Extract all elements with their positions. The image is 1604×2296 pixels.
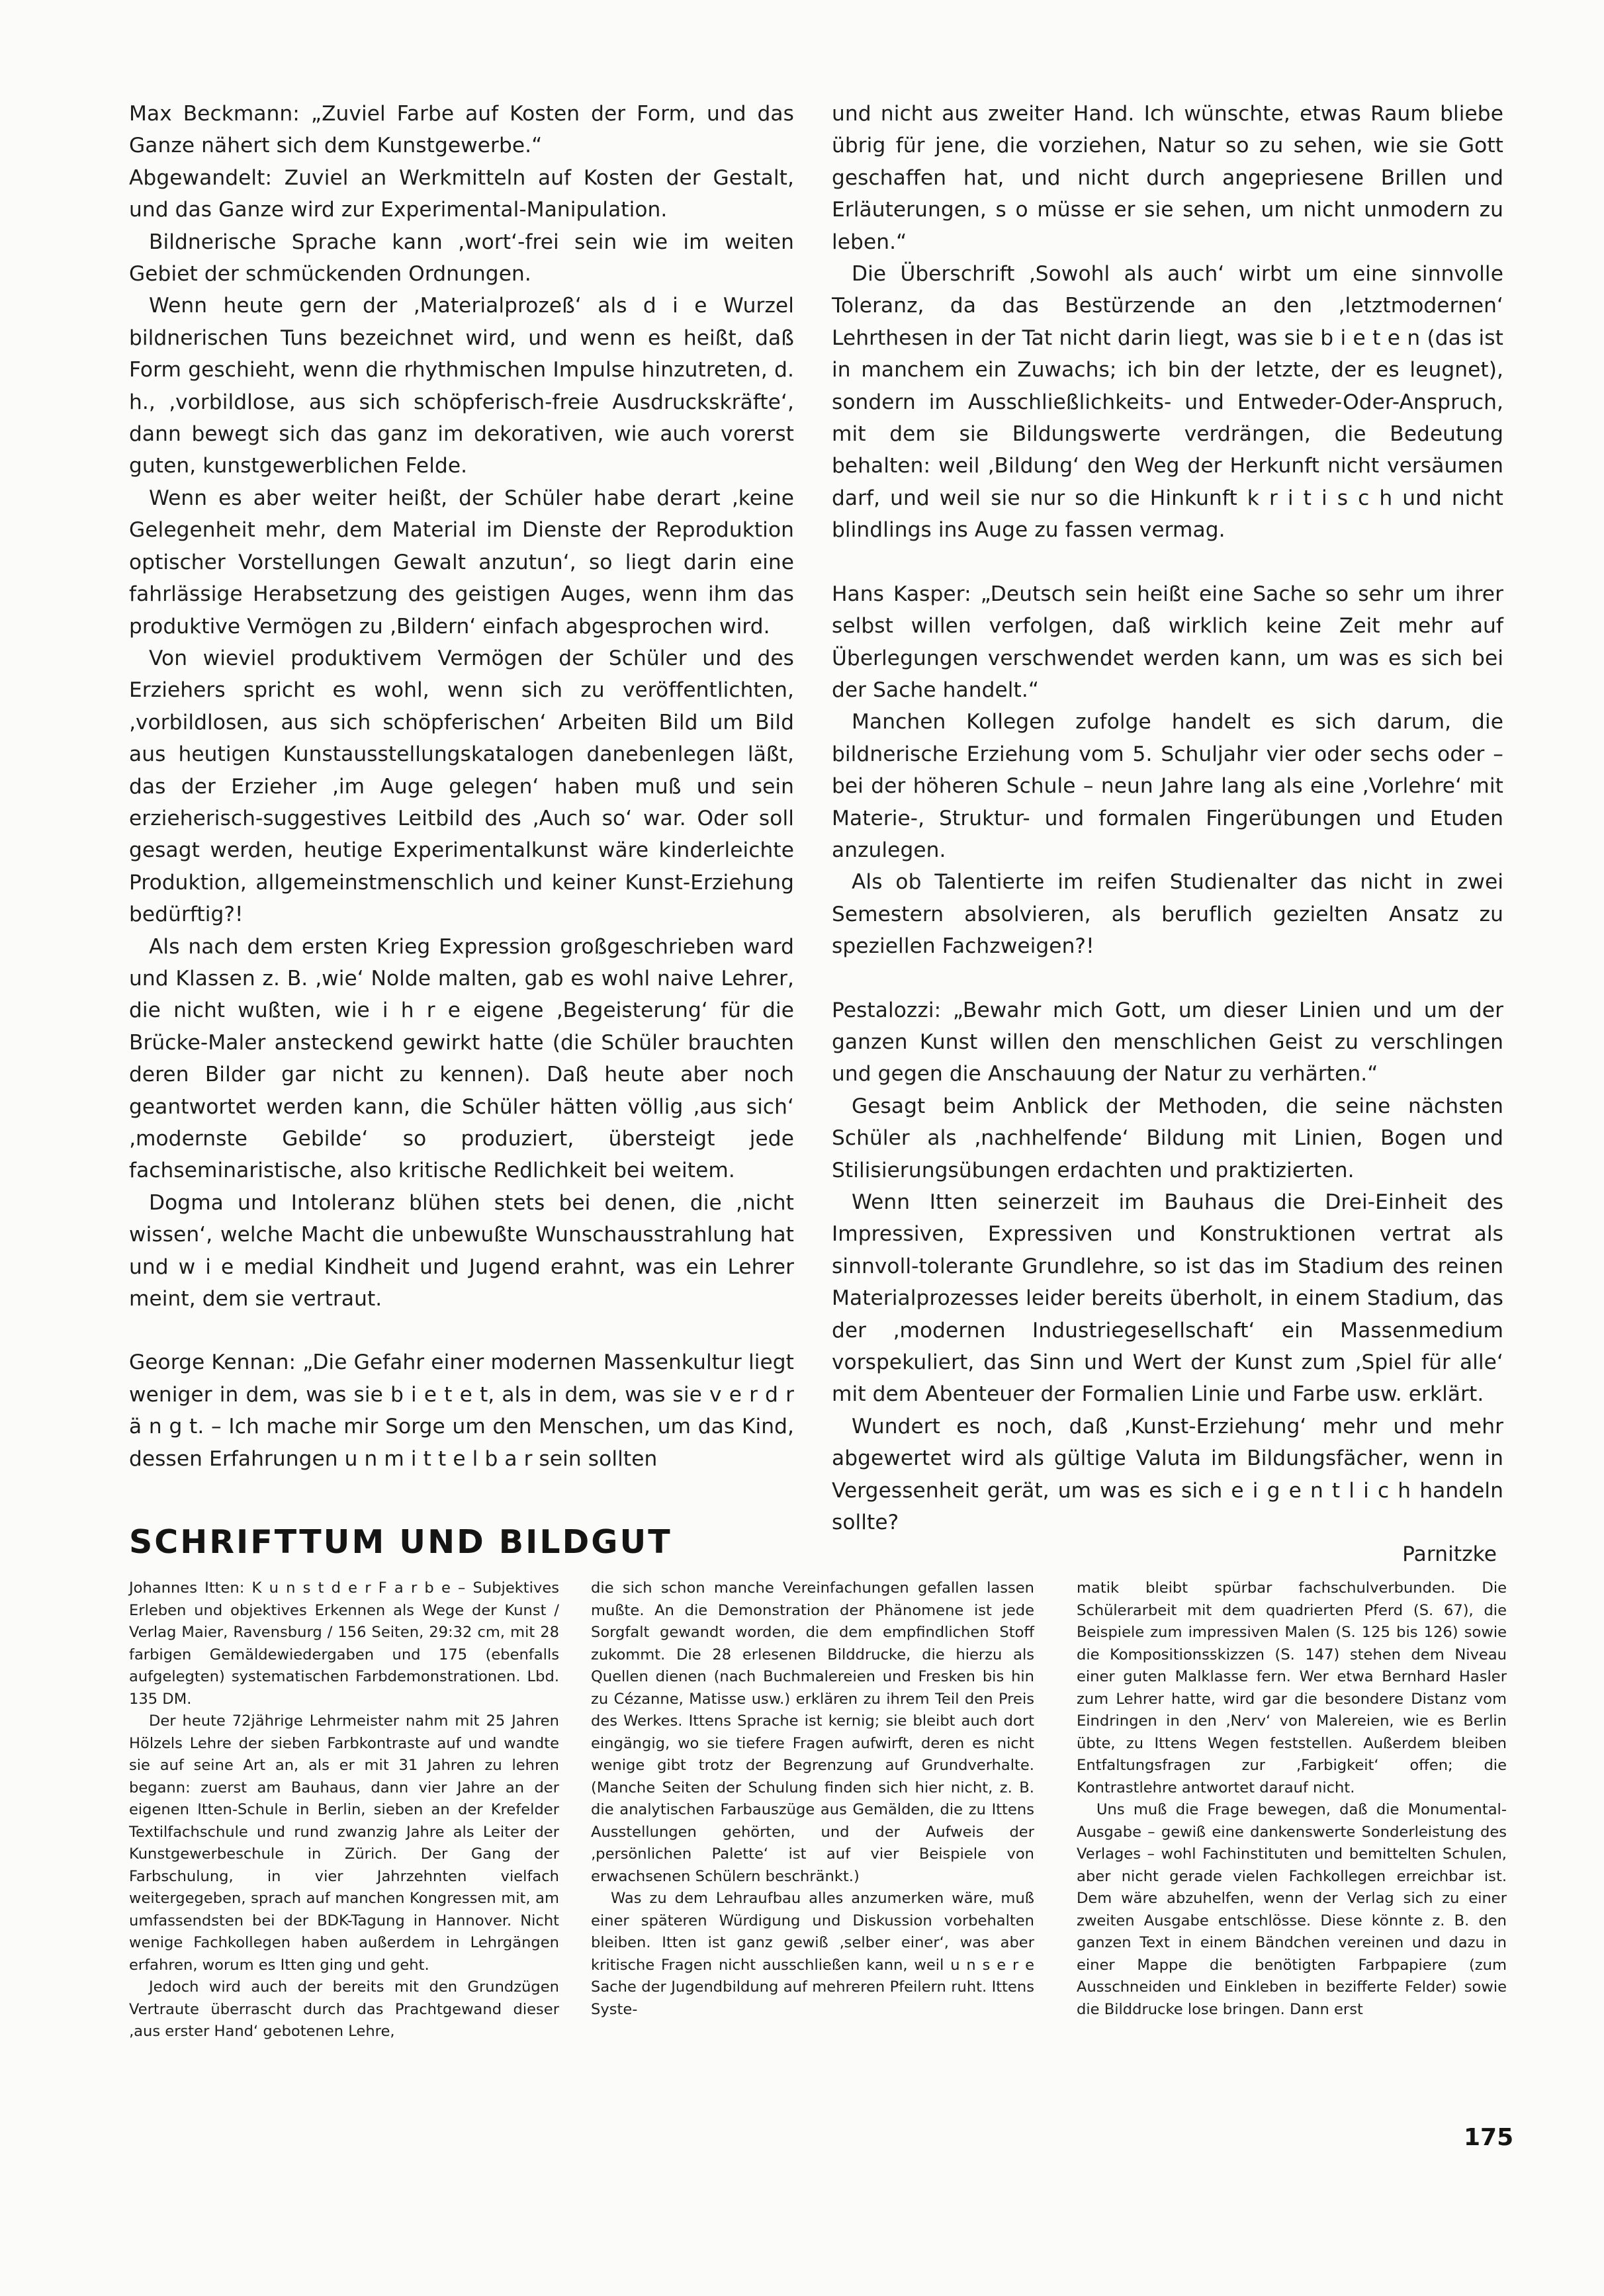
review-column-2 bbox=[591, 1577, 1034, 2021]
author-signature: Parnitzke bbox=[1402, 1542, 1497, 1567]
paragraph: Dogma und Intoleranz blühen stets bei denen, die ‚nicht wissen‘, welche Macht die unbewußte Wunschausstrahlung hat und w i e medial Kindheit und Jugend erahnt, was ein Lehrer meint, dem sie vertraut. bbox=[129, 1190, 794, 1311]
paragraph: Die Überschrift ‚Sowohl als auch‘ wirbt um eine sinnvolle Toleranz, da das Bestürzende an den ‚letztmodernen‘ Lehrthesen in der Tat nicht darin liegt, was sie b i e t e n (das ist in manchem ein Zuwachs; ich bin der letzte, der es leugnet), sondern im Ausschließlichkeits- und Entweder-Oder-Anspruch, mit dem sie Bildungswerte verdrängen, die Bedeutung behalten: weil ‚Bildung‘ den Weg der Herkunft nicht versäumen darf, und weil sie nur so die Hinkunft k r i t i s c h und nicht blindlings ins Auge zu fassen vermag. bbox=[832, 262, 1503, 543]
paragraph: und nicht aus zweiter Hand. Ich wünschte, etwas Raum bliebe übrig für jene, die vorziehen, Natur so zu sehen, wie sie Gott geschaffen hat, und nicht durch angepriesene Brillen und Erläuterungen, s o müsse er sie sehen, um nicht unmodern zu leben.“ bbox=[832, 102, 1503, 254]
paragraph: Abgewandelt: Zuviel an Werkmitteln auf Kosten der Gestalt, und das Ganze wird zur Experimental-Manipulation. bbox=[129, 165, 794, 222]
paragraph: Jedoch wird auch der bereits mit den Grundzügen Vertraute überrascht durch das Prachtgewand dieser ‚aus erster Hand‘ gebotenen Lehre, bbox=[129, 1978, 559, 2040]
paragraph: Bildnerische Sprache kann ‚wort‘-frei sein wie im weiten Gebiet der schmückenden Ordnungen. bbox=[129, 230, 794, 287]
section-heading: SCHRIFTTUM UND BILDGUT bbox=[129, 1523, 672, 1561]
article-left-column bbox=[129, 98, 794, 1475]
paragraph: Wenn Itten seinerzeit im Bauhaus die Drei-Einheit des Impressiven, Expressiven und Konstruktionen vertrat als sinnvoll-tolerante Grundlehre, so ist das im Stadium des reinen Materialprozesses leider bereits überholt, in einem Stadium, das der ‚modernen Industriegesellschaft‘ ein Massenmedium vorspekuliert, das Sinn und Wert der Kunst zum ‚Spiel für alle‘ mit dem Abenteuer der Formalien Linie und Farbe usw. erklärt. bbox=[832, 1190, 1503, 1407]
quote-kasper: Hans Kasper: „Deutsch sein heißt eine Sache so sehr um ihrer selbst willen verfolgen, daß wirklich keine Zeit mehr auf Überlegungen verschwendet werden kann, um was es sich bei der Sache handelt.“ bbox=[832, 582, 1503, 702]
article-right-column bbox=[832, 98, 1503, 1571]
paragraph: Als nach dem ersten Krieg Expression großgeschrieben ward und Klassen z. B. ‚wie‘ Nolde malten, gab es wohl naive Lehrer, die nicht wußten, wie i h r e eigene ‚Begeisterung‘ für die Brücke-Maler ansteckend gewirkt hatte (die Schüler brauchten deren Bilder gar nicht zu kennen). Daß heute aber noch geantwortet werden kann, die Schüler hätten völlig ‚aus sich‘ ‚modernste Gebilde‘ so produziert, übersteigt jede fachseminaristische, also kritische Redlichkeit bei weitem. bbox=[129, 934, 794, 1183]
paragraph: die sich schon manche Vereinfachungen gefallen lassen mußte. An die Demonstration der Phänomene ist jede Sorgfalt gewandt worden, die dem empfindlichen Stoff zukommt. Die 28 erlesenen Bilddrucke, die hierzu als Quellen dienen (nach Buchmalereien und Fresken bis hin zu Cézanne, Matisse usw.) erklären zu ihrem Teil den Preis des Werkes. Ittens Sprache ist kernig; sie bleibt auch dort eingängig, wo sie tiefere Fragen aufwirft, deren es nicht wenige gibt trotz der Begrenzung auf Grundverhalte. (Manche Seiten der Schulung finden sich hier nicht, z. B. die analytischen Farbauszüge aus Gemälden, die zu Ittens Ausstellungen gehörten, und der Aufweis der ‚persönlichen Palette‘ ist auf vier Beispiele von erwachsenen Schülern beschränkt.) bbox=[591, 1579, 1034, 1885]
quote-kennan: George Kennan: „Die Gefahr einer modernen Massenkultur liegt weniger in dem, was sie b i e t e t, als in dem, was sie v e r d r ä n g t. – Ich mache mir Sorge um den Menschen, um das Kind, dessen Erfahrungen u n m i t t e l b a r sein sollten bbox=[129, 1350, 794, 1471]
page-number: 175 bbox=[1464, 2124, 1514, 2151]
paragraph: Von wieviel produktivem Vermögen der Schüler und des Erziehers spricht es wohl, wenn sich zu veröffentlichten, ‚vorbildlosen, aus sich schöpferischen‘ Arbeiten Bild um Bild aus heutigen Kunstausstellungskatalogen danebenlegen läßt, das der Erzieher ‚im Auge gelegen‘ haben muß und sein erzieherisch-suggestives Leitbild des ‚Auch so‘ war. Oder soll gesagt werden, heutige Experimentalkunst wäre kinderleichte Produktion, allgemeinstmenschlich und keiner Kunst-Erziehung bedürftig?! bbox=[129, 646, 794, 927]
paragraph: Wenn heute gern der ‚Materialprozeß‘ als d i e Wurzel bildnerischen Tuns bezeichnet wird, und wenn es heißt, daß Form geschieht, wenn die rhythmischen Impulse hinzutreten, d. h., ‚vorbildlose, aus sich schöpferisch-freie Ausdruckskräfte‘, dann bewegt sich das ganz im dekorativen, wie auch vorerst guten, kunstgewerblichen Felde. bbox=[129, 294, 794, 478]
review-column-1 bbox=[129, 1577, 559, 2043]
paragraph: matik bleibt spürbar fachschulverbunden. Die Schülerarbeit mit dem quadrierten Pferd (S. 67), die Beispiele zum impressiven Malen (S. 125 bis 126) sowie die Kompositionsskizzen (S. 147) stehen dem Niveau einer guten Malklasse fern. Wer etwa Bernhard Hasler zum Lehrer hatte, wird gar die besondere Distanz vom Eindringen in den ‚Nerv‘ von Malereien, wie es Berlin übte, zu Ittens Wegen feststellen. Außerdem bleiben Entfaltungsfragen zur ‚Farbigkeit‘ offen; die Kontrastlehre antwortet darauf nicht. bbox=[1077, 1579, 1507, 1796]
paragraph: Max Beckmann: „Zuviel Farbe auf Kosten der Form, und das Ganze nähert sich dem Kunstgewerbe.“ bbox=[129, 102, 794, 158]
review-column-3 bbox=[1077, 1577, 1507, 2021]
paragraph: Gesagt beim Anblick der Methoden, die seine nächsten Schüler als ‚nachhelfende‘ Bildung mit Linien, Bogen und Stilisierungsübungen erdachten und praktizierten. bbox=[832, 1094, 1503, 1182]
paragraph: Der heute 72jährige Lehrmeister nahm mit 25 Jahren Hölzels Lehre der sieben Farbkontraste auf und wandte sie auf seine Art an, als er mit 31 Jahren zu lehren begann: zuerst am Bauhaus, dann vier Jahre an der eigenen Itten-Schule in Berlin, sieben an der Krefelder Textilfachschule und rund zwanzig Jahre als Leiter der Kunstgewerbeschule in Zürich. Der Gang der Farbschulung, in vier Jahrzehnten vielfach weitergegeben, sprach auf manchen Kongressen mit, am umfassendsten bei der BDK-Tagung in Hannover. Nicht wenige Fachkollegen haben außerdem in Lehrgängen erfahren, worum es Itten ging und geht. bbox=[129, 1712, 559, 1974]
paragraph: Johannes Itten: K u n s t d e r F a r b e – Subjektives Erleben und objektives Erkennen als Wege der Kunst / Verlag Maier, Ravensburg / 156 Seiten, 29:32 cm, mit 28 farbigen Gemäldewiedergaben und 175 (ebenfalls aufgelegten) systematischen Farbdemonstrationen. Lbd. 135 DM. bbox=[129, 1579, 559, 1708]
paragraph: Wundert es noch, daß ‚Kunst-Erziehung‘ mehr und mehr abgewertet wird als gültige Valuta im Bildungsfächer, wenn in Vergessenheit gerät, um was es sich e i g e n t l i c h handeln sollte? bbox=[832, 1414, 1503, 1535]
quote-pestalozzi: Pestalozzi: „Bewahr mich Gott, um dieser Linien und um der ganzen Kunst willen den menschlichen Geist zu verschlingen und gegen die Anschauung der Natur zu verhärten.“ bbox=[832, 998, 1503, 1086]
paragraph: Manchen Kollegen zufolge handelt es sich darum, die bildnerische Erziehung vom 5. Schuljahr vier oder sechs oder – bei der höheren Schule – neun Jahre lang als eine ‚Vorlehre‘ mit Materie-, Struktur- und formalen Fingerübungen und Etuden anzulegen. bbox=[832, 710, 1503, 862]
paragraph: Wenn es aber weiter heißt, der Schüler habe derart ‚keine Gelegenheit mehr, dem Material im Dienste der Reproduktion optischer Vorstellungen Gewalt anzutun‘, so liegt darin eine fahrlässige Herabsetzung des geistigen Auges, wenn ihm das produktive Vermögen zu ‚Bildern‘ einfach abgesprochen wird. bbox=[129, 486, 794, 639]
paragraph: Als ob Talentierte im reifen Studienalter das nicht in zwei Semestern absolvieren, als beruflich gezielten Ansatz zu speziellen Fachzweigen?! bbox=[832, 870, 1503, 959]
paragraph: Was zu dem Lehraufbau alles anzumerken wäre, muß einer späteren Würdigung und Diskussion vorbehalten bleiben. Itten ist ganz gewiß ‚selber einer‘, was aber kritische Fragen nicht ausschließen kann, weil u n s e r e Sache der Jugendbildung auf mehreren Pfeilern ruht. Ittens Syste- bbox=[591, 1890, 1034, 2018]
paragraph: Uns muß die Frage bewegen, daß die Monumental-Ausgabe – gewiß eine dankenswerte Sonderleistung des Verlages – wohl Fachinstituten und bemittelten Schulen, aber nicht gerade vielen Fachkollegen erreichbar ist. Dem wäre abzuhelfen, wenn der Verlag sich zu einer zweiten Ausgabe entschlösse. Diese könnte z. B. den ganzen Text in einem Bändchen vereinen und dazu in einer Mappe die benötigten Farbpapiere (zum Ausschneiden und Einkleben in bezifferte Felder) sowie die Bilddrucke lose bringen. Dann erst bbox=[1077, 1801, 1507, 2018]
